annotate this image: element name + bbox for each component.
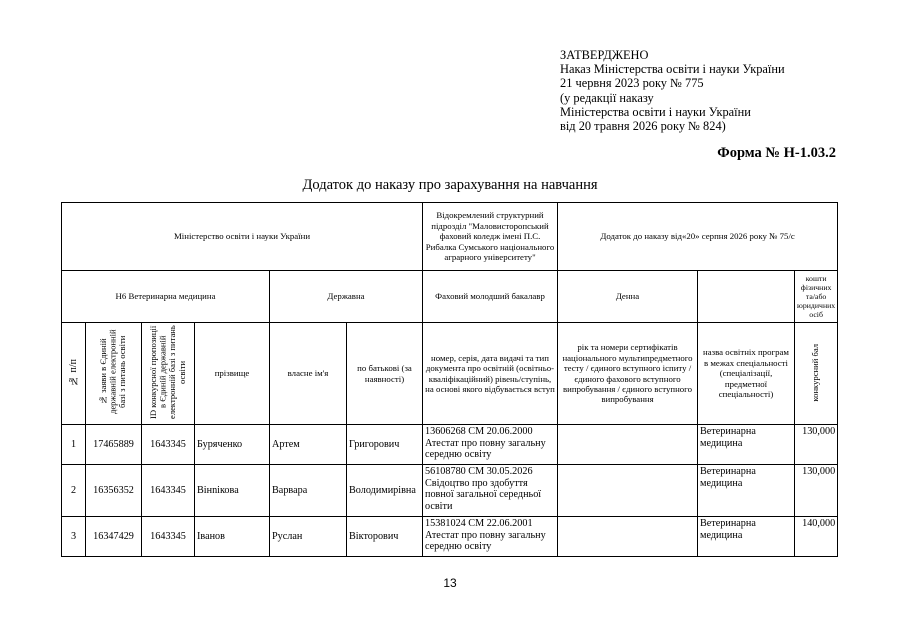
row-name: Артем [270,425,347,465]
row-score: 130,000 [795,465,838,517]
row-num: 2 [62,465,86,517]
col-id-label: ID конкурсної пропозиції в Єдиній державній електронній базі з питань освіти [147,325,187,420]
row-app-number: 17465889 [86,425,142,465]
col-surname-header: прізвище [195,323,270,425]
specialty-cell: H6 Ветеринарна медицина [62,271,270,323]
funds-note-cell: кошти фізичних та/або юридичних осіб [795,271,838,323]
order-reference-cell: Додаток до наказу від«20» серпня 2026 року № 75/с [558,203,838,271]
approval-stamp [560,48,785,133]
funding-cell: Державна [270,271,423,323]
approval-line: ЗАТВЕРДЖЕНО [560,48,649,62]
row-certificates [558,517,698,557]
row-program: Ветеринарна медицина [698,517,795,557]
table-row [62,465,838,517]
ministry-cell: Міністерство освіти і науки України [62,203,423,271]
row-app-number: 16356352 [86,465,142,517]
col-score-label: конкурсний бал [810,343,821,402]
col-app-label: № заяви в Єдиній державній електронній базі з питань освіти [98,329,128,415]
col-patronymic-header: по батькові (за наявності) [347,323,423,425]
col-num-label: № п/п [67,358,79,386]
col-app-header [86,323,142,425]
approval-line: Наказ Міністерства освіти і науки України [560,62,785,77]
study-form-cell: Денна [558,271,698,323]
col-certificates-header: рік та номери сертифікатів національного мультипредметного тесту / єдиного вступного іспиту / єдиного фахового вступного випробування / єдиного вступного випробування [558,323,698,425]
row-app-number: 16347429 [86,517,142,557]
column-header-row [62,323,838,425]
row-competition-id: 1643345 [142,465,195,517]
row-certificates [558,425,698,465]
col-score-header [795,323,838,425]
row-num: 3 [62,517,86,557]
row-score: 140,000 [795,517,838,557]
header-row-1 [62,203,838,271]
form-number: Форма № Н-1.03.2 [717,145,836,161]
row-competition-id: 1643345 [142,425,195,465]
header-row-2 [62,271,838,323]
col-document-header: номер, серія, дата видачі та тип документа про освітній (освітньо-кваліфікаційний) рівень/ступінь, на основі якого відбувається вступ [423,323,558,425]
col-num-header [62,323,86,425]
row-surname: Буряченко [195,425,270,465]
row-num: 1 [62,425,86,465]
page-number: 13 [443,576,457,590]
row-document: 56108780 CM 30.05.2026 Свідоцтво про здобуття повної загальної середньої освіти [423,465,558,517]
approval-line: 21 червня 2023 року № 775 [560,76,704,91]
approval-line: (у редакції наказу [560,90,654,105]
approval-line: від 20 травня 2026 року № 824) [560,119,726,134]
row-patronymic: Володимирівна [347,465,423,517]
col-id-header [142,323,195,425]
row-surname: Іванов [195,517,270,557]
row-program: Ветеринарна медицина [698,425,795,465]
row-name: Варвара [270,465,347,517]
institution-cell: Відокремлений структурний підрозділ "Маловисторопський фаховий коледж імені П.С. Рибалка Сумського національного аграрного університету" [423,203,558,271]
row-patronymic: Григорович [347,425,423,465]
row-document: 15381024 CM 22.06.2001 Атестат про повну загальну середню освіту [423,517,558,557]
row-certificates [558,465,698,517]
enrollment-table [61,202,838,557]
row-surname: Вінnікова [195,465,270,517]
col-name-header: власне ім'я [270,323,347,425]
row-score: 130,000 [795,425,838,465]
document-title: Додаток до наказу про зарахування на навчання [302,177,598,193]
approval-line: Міністерства освіти і науки України [560,104,751,119]
row-document: 13606268 CM 20.06.2000 Атестат про повну загальну середню освіту [423,425,558,465]
degree-cell: Фаховий молодший бакалавр [423,271,558,323]
row-competition-id: 1643345 [142,517,195,557]
empty-cell [698,271,795,323]
table-row [62,425,838,465]
table-row [62,517,838,557]
row-patronymic: Вікторович [347,517,423,557]
col-programs-header: назва освітніх програм в межах спеціальності (спеціалізації, предметної спеціальності) [698,323,795,425]
row-name: Руслан [270,517,347,557]
row-program: Ветеринарна медицина [698,465,795,517]
